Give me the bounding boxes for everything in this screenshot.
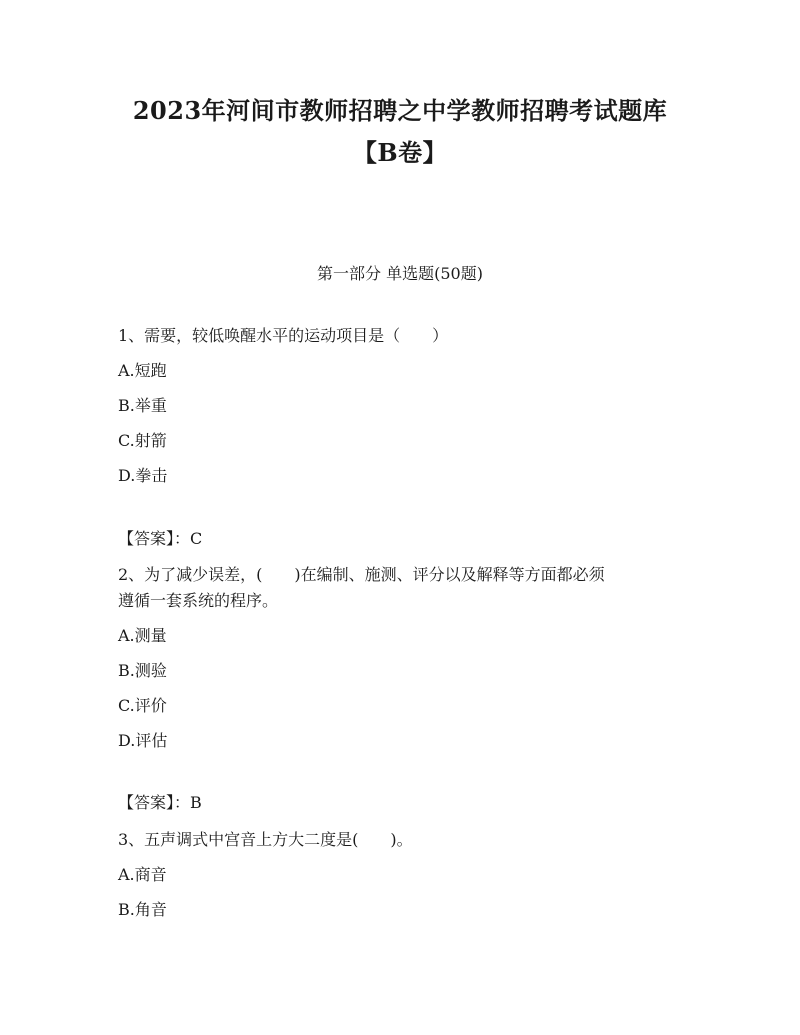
question-1-option-c: C.射箭 — [118, 431, 167, 450]
question-1-option-a: A.短跑 — [118, 361, 167, 380]
document-title-line2: 【B卷】 — [352, 138, 448, 167]
question-2-option-d: D.评估 — [118, 731, 168, 750]
question-3-option-b: B.角音 — [118, 900, 167, 919]
document-title-line1: 2023年河间市教师招聘之中学教师招聘考试题库 — [132, 96, 668, 125]
question-3-stem: 3、五声调式中宫音上方大二度是( )。 — [118, 830, 413, 849]
question-2-option-b: B.测验 — [118, 661, 167, 680]
question-1-answer: 【答案】：C — [118, 529, 203, 548]
question-1-option-d: D.拳击 — [118, 466, 168, 485]
question-2-answer: 【答案】：B — [118, 793, 202, 812]
question-2-option-c: C.评价 — [118, 696, 167, 715]
question-2-option-a: A.测量 — [118, 626, 167, 645]
question-1-stem: 1、需要，较低唤醒水平的运动项目是（ ） — [118, 326, 449, 345]
section-heading: 第一部分 单选题(50题) — [317, 264, 483, 283]
question-2-stem-line2: 遵循一套系统的程序。 — [118, 591, 279, 610]
question-2-stem-line1: 2、为了减少误差，( )在编制、施测、评分以及解释等方面都必须 — [118, 565, 605, 584]
question-1-option-b: B.举重 — [118, 396, 167, 415]
question-3-option-a: A.商音 — [118, 865, 167, 884]
